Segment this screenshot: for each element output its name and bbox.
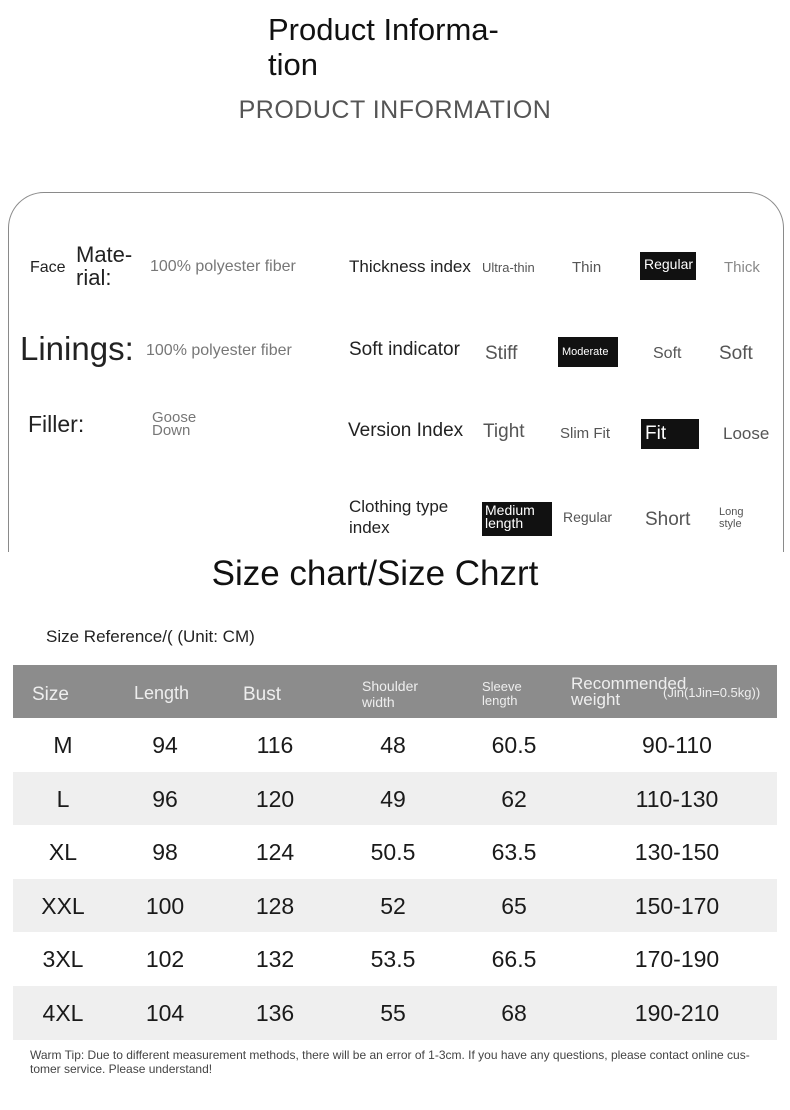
filler-label: Filler: [28, 411, 85, 437]
thickness-index-label: Thickness index [349, 257, 471, 276]
table-cell-size: M [53, 732, 73, 758]
material-label: Mate- rial: [76, 242, 133, 290]
table-cell-weight: 190-210 [634, 1000, 720, 1026]
table-cell-sleeve: 66.5 [491, 946, 537, 973]
table-cell-length: 104 [145, 1000, 185, 1026]
table-cell-size: 4XL [42, 1000, 84, 1026]
table-cell-size: XL [48, 839, 78, 866]
table-cell-sleeve: 60.5 [491, 732, 537, 758]
table-cell-size: 3XL [42, 946, 84, 973]
table-cell-length: 94 [152, 732, 178, 758]
table-cell-bust: 132 [255, 946, 295, 973]
table-cell-bust: 136 [255, 1000, 295, 1026]
thickness-option-thin: Thin [572, 259, 602, 276]
header-length: Length [134, 683, 190, 703]
table-cell-shoulder: 53.5 [370, 946, 416, 973]
table-cell-size: XXL [41, 892, 85, 919]
linings-label: Linings: [20, 330, 134, 367]
version-option-slim-fit: Slim Fit [560, 425, 610, 442]
soft-option-soft: Soft [653, 345, 682, 362]
face-material-value: 100% polyester fiber [150, 258, 296, 275]
table-cell-shoulder: 50.5 [370, 839, 416, 866]
table-cell-length: 100 [145, 892, 185, 919]
size-chart-title: Size chart/Size Chzrt [211, 554, 539, 593]
table-cell-weight: 90-110 [642, 732, 712, 758]
table-cell-bust: 124 [255, 839, 295, 866]
version-option-fit-selected: Fit [641, 419, 699, 449]
page-subtitle: PRODUCT INFORMATION [238, 96, 552, 124]
table-cell-sleeve: 65 [501, 892, 527, 919]
table-cell-bust: 116 [256, 732, 294, 758]
table-cell-shoulder: 48 [380, 732, 406, 758]
filler-value: Goose Down [152, 409, 197, 439]
soft-option-moderate-selected: Moderate [558, 337, 618, 367]
table-cell-size: L [56, 785, 70, 812]
table-cell-shoulder: 55 [380, 1000, 406, 1026]
table-cell-shoulder: 52 [380, 892, 406, 919]
table-cell-length: 102 [145, 946, 185, 973]
version-option-tight: Tight [483, 421, 525, 442]
thickness-option-regular-selected: Regular [640, 252, 696, 280]
thickness-option-thick: Thick [724, 259, 760, 276]
table-cell-bust: 128 [255, 892, 295, 919]
soft-option-stiff: Stiff [485, 343, 518, 364]
table-cell-bust: 120 [255, 785, 295, 812]
table-cell-length: 96 [152, 785, 178, 812]
version-index-label: Version Index [348, 420, 464, 441]
clothing-option-regular: Regular [563, 509, 613, 525]
clothing-option-medium-length-selected: Medium length [482, 502, 552, 536]
page-title: Product Informa- tion [268, 12, 499, 82]
header-shoulder-width: Shoulder width [362, 678, 419, 710]
table-cell-weight: 150-170 [634, 892, 720, 919]
version-option-loose: Loose [723, 424, 770, 443]
clothing-option-long-style: Long style [719, 506, 744, 530]
size-reference: Size Reference/( (Unit: CM) [46, 627, 255, 646]
clothing-option-short: Short [645, 509, 691, 530]
clothing-type-index-label: Clothing type index [349, 497, 449, 537]
table-cell-weight: 130-150 [634, 839, 720, 866]
soft-option-soft-2: Soft [719, 343, 753, 364]
warm-tip: Warm Tip: Due to different measurement methods, there will be an error of 1-3cm. If you have any questions, please contact online cus- tomer service. Please understand! [30, 1048, 750, 1076]
table-cell-sleeve: 63.5 [491, 839, 537, 866]
header-bust: Bust [243, 684, 282, 705]
header-size: Size [32, 684, 69, 705]
face-label: Face [30, 259, 66, 276]
table-cell-weight: 110-130 [635, 785, 719, 812]
table-cell-shoulder: 49 [380, 785, 406, 812]
soft-indicator-label: Soft indicator [349, 339, 460, 360]
table-cell-sleeve: 62 [501, 785, 527, 812]
header-sleeve-length: Sleeve length [482, 679, 522, 708]
header-weight-unit: (Jin(1Jin=0.5kg)) [663, 685, 761, 700]
header-recommended-weight: Recommended weight [571, 674, 687, 709]
table-cell-sleeve: 68 [501, 1000, 527, 1026]
table-cell-length: 98 [152, 839, 178, 866]
table-cell-weight: 170-190 [634, 946, 720, 973]
linings-value: 100% polyester fiber [146, 342, 292, 359]
thickness-option-ultra-thin: Ultra-thin [482, 260, 535, 275]
